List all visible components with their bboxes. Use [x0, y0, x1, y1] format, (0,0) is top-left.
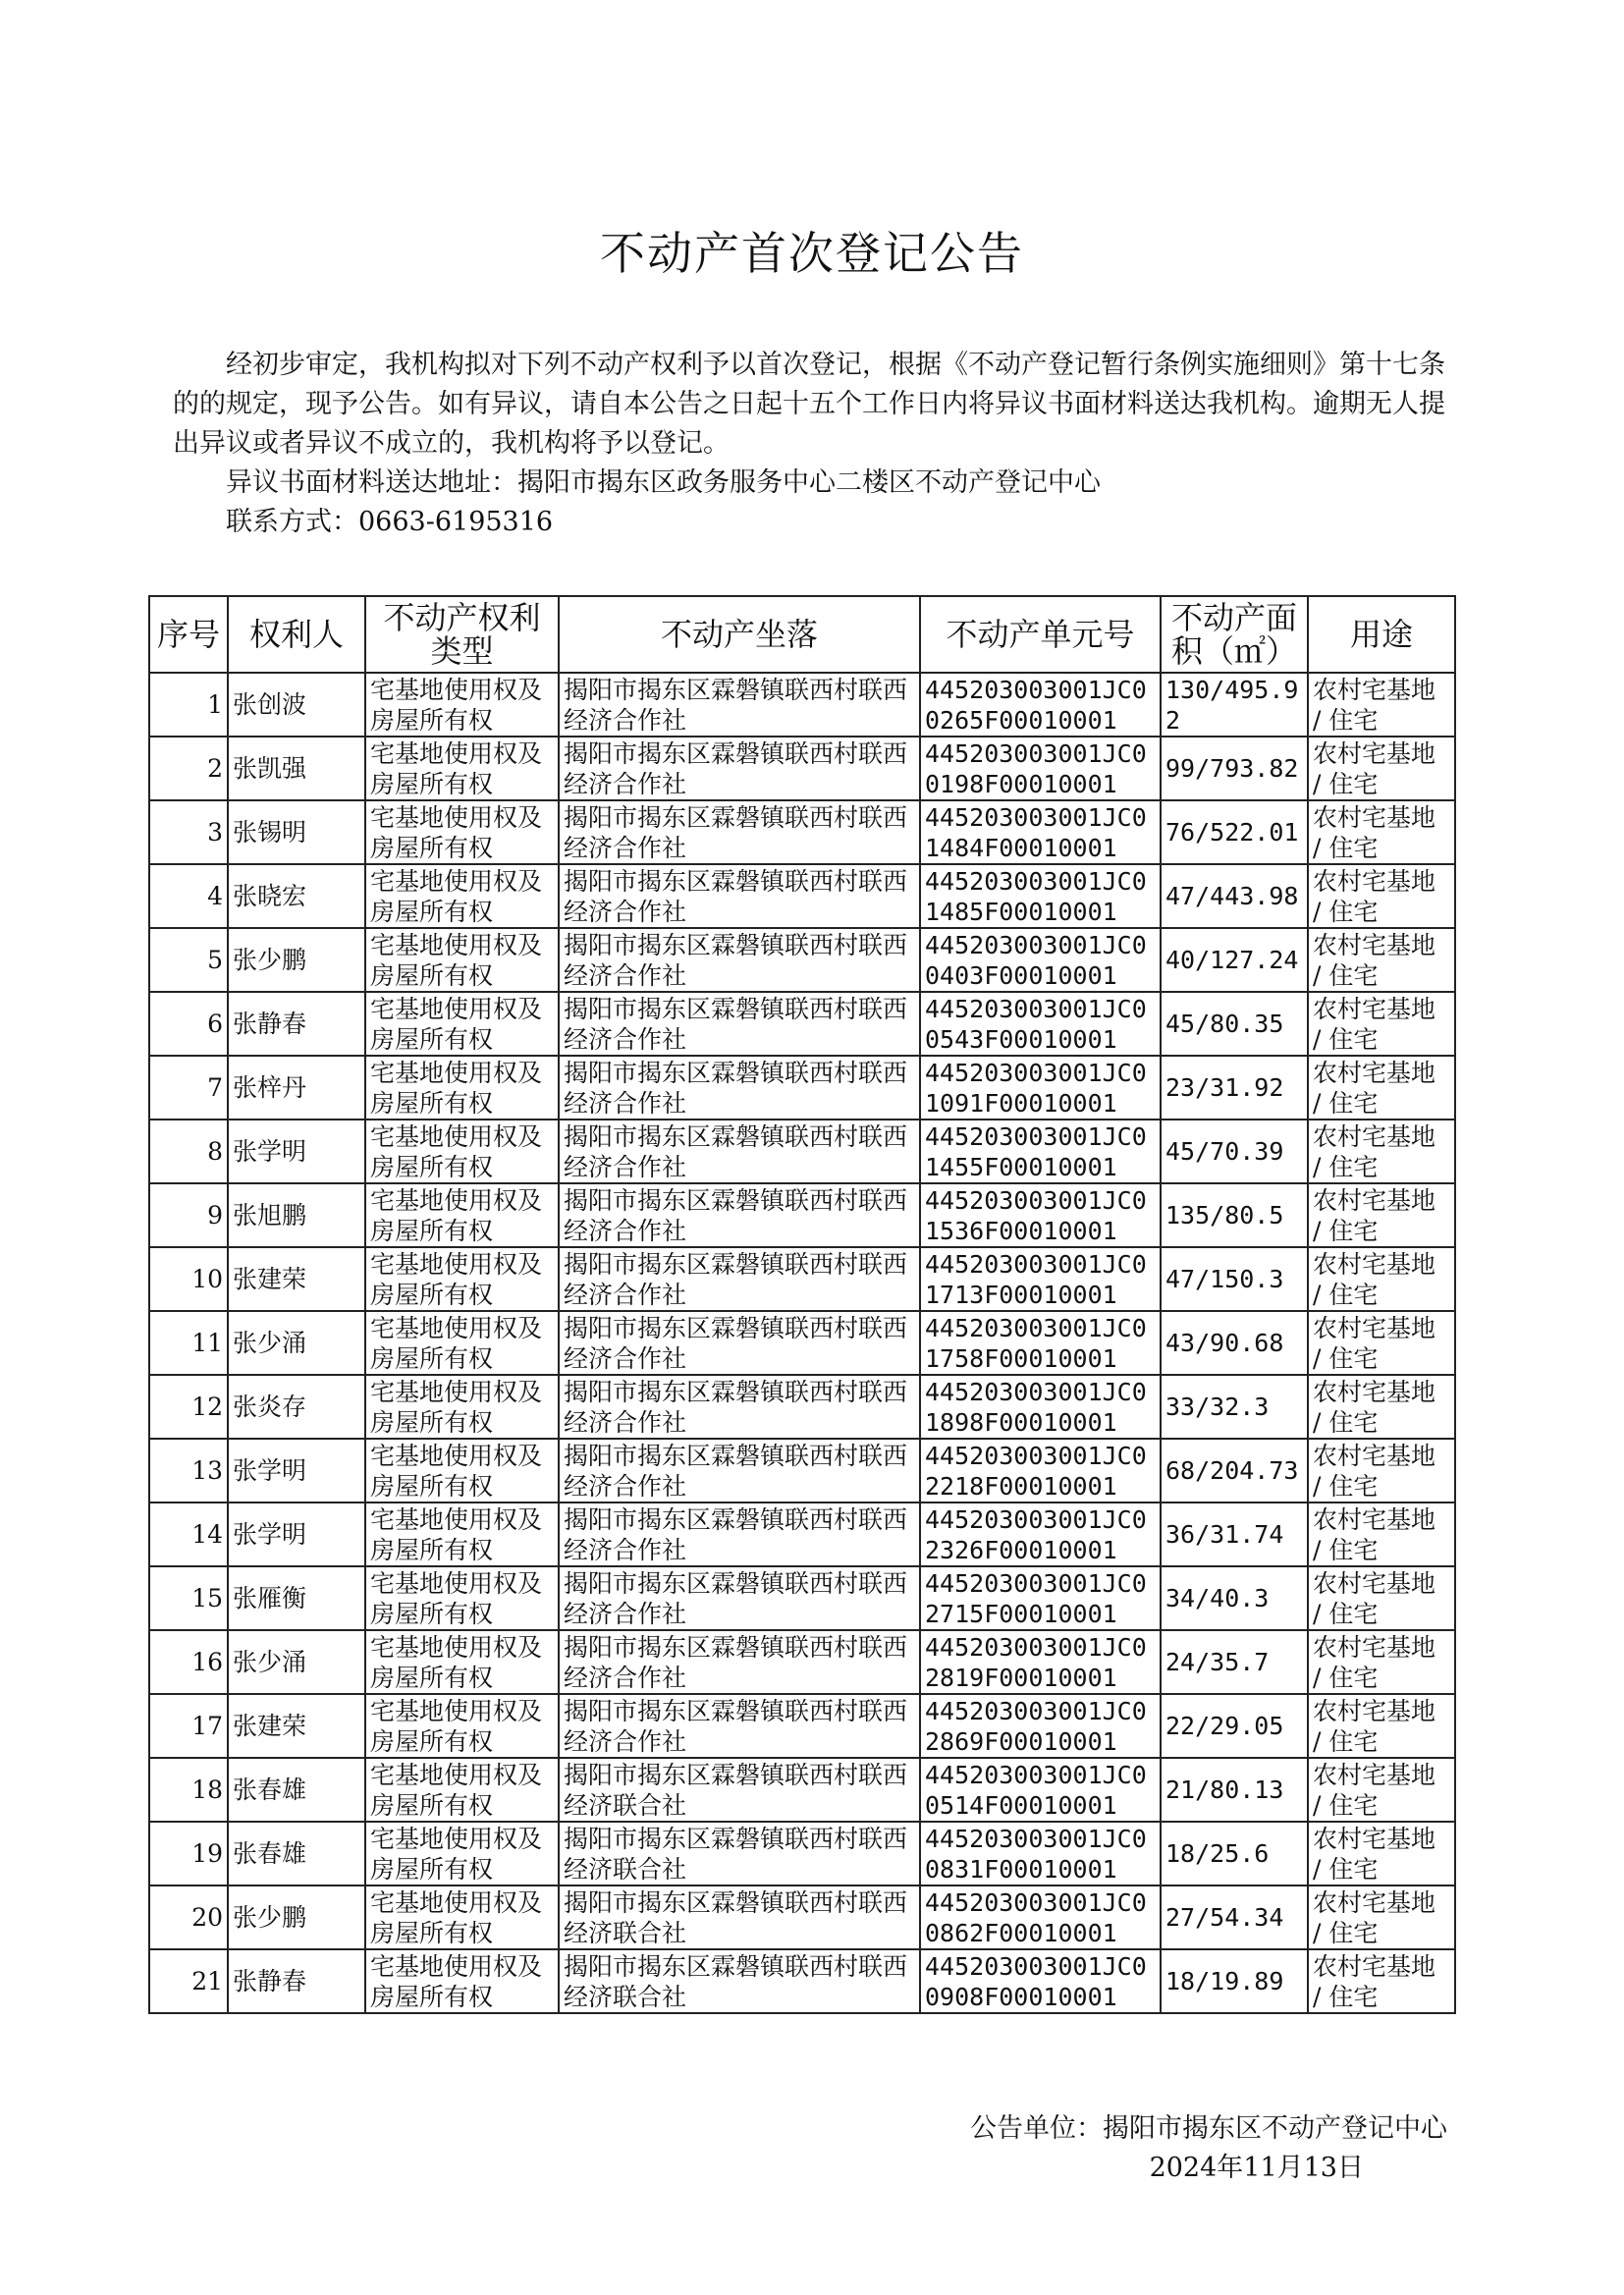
cell-right-type: 宅基地使用权及房屋所有权: [365, 1503, 559, 1566]
cell-location: 揭阳市揭东区霖磐镇联西村联西经济合作社: [559, 1439, 920, 1503]
cell-owner: 张静春: [228, 992, 365, 1056]
intro-paragraph: 经初步审定，我机构拟对下列不动产权利予以首次登记，根据《不动产登记暂行条例实施细则》第十七条的的规定，现予公告。如有异议，请自本公告之日起十五个工作日内将异议书面材料送达我机构。逾期无人提出异议或者异议不成立的，我机构将予以登记。: [173, 350, 1445, 459]
cell-area: 22/29.05: [1161, 1694, 1308, 1758]
cell-area: 18/25.6: [1161, 1822, 1308, 1885]
table-row: [149, 1822, 1455, 1885]
cell-usage: 农村宅基地 / 住宅: [1308, 673, 1455, 737]
cell-owner: 张春雄: [228, 1758, 365, 1822]
cell-area: 45/70.39: [1161, 1120, 1308, 1183]
cell-owner: 张创波: [228, 673, 365, 737]
announcing-unit: 公告单位：揭阳市揭东区不动产登记中心: [970, 2113, 1447, 2144]
table-row: [149, 928, 1455, 992]
cell-right-type: 宅基地使用权及房屋所有权: [365, 1439, 559, 1503]
cell-area: 76/522.01: [1161, 800, 1308, 864]
cell-location: 揭阳市揭东区霖磐镇联西村联西经济合作社: [559, 1120, 920, 1183]
table-row: [149, 800, 1455, 864]
cell-unit-number: 445203003001JC01758F00010001: [920, 1311, 1161, 1375]
cell-location: 揭阳市揭东区霖磐镇联西村联西经济合作社: [559, 1311, 920, 1375]
cell-usage: 农村宅基地 / 住宅: [1308, 1822, 1455, 1885]
cell-area: 47/150.3: [1161, 1247, 1308, 1311]
cell-seq: 19: [149, 1822, 228, 1885]
cell-location: 揭阳市揭东区霖磐镇联西村联西经济合作社: [559, 1056, 920, 1120]
cell-location: 揭阳市揭东区霖磐镇联西村联西经济合作社: [559, 800, 920, 864]
table-row: [149, 1375, 1455, 1439]
cell-location: 揭阳市揭东区霖磐镇联西村联西经济合作社: [559, 1375, 920, 1439]
cell-unit-number: 445203003001JC01898F00010001: [920, 1375, 1161, 1439]
table-row: [149, 1183, 1455, 1247]
header-right-type: 不动产权利类型: [365, 596, 559, 673]
cell-usage: 农村宅基地 / 住宅: [1308, 1247, 1455, 1311]
cell-unit-number: 445203003001JC01455F00010001: [920, 1120, 1161, 1183]
cell-seq: 10: [149, 1247, 228, 1311]
cell-usage: 农村宅基地 / 住宅: [1308, 1694, 1455, 1758]
cell-seq: 21: [149, 1949, 228, 2013]
cell-usage: 农村宅基地 / 住宅: [1308, 1183, 1455, 1247]
cell-unit-number: 445203003001JC00831F00010001: [920, 1822, 1161, 1885]
cell-usage: 农村宅基地 / 住宅: [1308, 1439, 1455, 1503]
cell-location: 揭阳市揭东区霖磐镇联西村联西经济合作社: [559, 1566, 920, 1630]
cell-location: 揭阳市揭东区霖磐镇联西村联西经济合作社: [559, 673, 920, 737]
objection-address: 异议书面材料送达地址：揭阳市揭东区政务服务中心二楼区不动产登记中心: [226, 467, 1101, 498]
cell-area: 47/443.98: [1161, 864, 1308, 928]
cell-owner: 张少涌: [228, 1311, 365, 1375]
cell-area: 18/19.89: [1161, 1949, 1308, 2013]
cell-right-type: 宅基地使用权及房屋所有权: [365, 1949, 559, 2013]
cell-area: 34/40.3: [1161, 1566, 1308, 1630]
cell-location: 揭阳市揭东区霖磐镇联西村联西经济合作社: [559, 1183, 920, 1247]
cell-owner: 张学明: [228, 1503, 365, 1566]
cell-owner: 张凯强: [228, 737, 365, 800]
cell-unit-number: 445203003001JC00862F00010001: [920, 1885, 1161, 1949]
cell-unit-number: 445203003001JC01485F00010001: [920, 864, 1161, 928]
cell-right-type: 宅基地使用权及房屋所有权: [365, 1630, 559, 1694]
cell-location: 揭阳市揭东区霖磐镇联西村联西经济合作社: [559, 992, 920, 1056]
cell-seq: 16: [149, 1630, 228, 1694]
table-row: [149, 1311, 1455, 1375]
cell-right-type: 宅基地使用权及房屋所有权: [365, 1758, 559, 1822]
cell-usage: 农村宅基地 / 住宅: [1308, 1630, 1455, 1694]
cell-area: 130/495.92: [1161, 673, 1308, 737]
cell-area: 27/54.34: [1161, 1885, 1308, 1949]
cell-area: 24/35.7: [1161, 1630, 1308, 1694]
cell-usage: 农村宅基地 / 住宅: [1308, 992, 1455, 1056]
cell-location: 揭阳市揭东区霖磐镇联西村联西经济合作社: [559, 1503, 920, 1566]
cell-location: 揭阳市揭东区霖磐镇联西村联西经济联合社: [559, 1822, 920, 1885]
header-unit-number: 不动产单元号: [920, 596, 1161, 673]
cell-area: 45/80.35: [1161, 992, 1308, 1056]
cell-unit-number: 445203003001JC02326F00010001: [920, 1503, 1161, 1566]
cell-unit-number: 445203003001JC01713F00010001: [920, 1247, 1161, 1311]
cell-area: 135/80.5: [1161, 1183, 1308, 1247]
cell-usage: 农村宅基地 / 住宅: [1308, 928, 1455, 992]
table-row: [149, 1566, 1455, 1630]
header-seq: 序号: [149, 596, 228, 673]
cell-area: 23/31.92: [1161, 1056, 1308, 1120]
cell-usage: 农村宅基地 / 住宅: [1308, 1885, 1455, 1949]
cell-seq: 1: [149, 673, 228, 737]
cell-usage: 农村宅基地 / 住宅: [1308, 1503, 1455, 1566]
cell-unit-number: 445203003001JC00198F00010001: [920, 737, 1161, 800]
cell-right-type: 宅基地使用权及房屋所有权: [365, 928, 559, 992]
cell-location: 揭阳市揭东区霖磐镇联西村联西经济合作社: [559, 1630, 920, 1694]
announcement-date: 2024年11月13日: [1149, 2153, 1364, 2183]
cell-seq: 12: [149, 1375, 228, 1439]
table-row: [149, 673, 1455, 737]
cell-owner: 张少鹏: [228, 1885, 365, 1949]
cell-right-type: 宅基地使用权及房屋所有权: [365, 1183, 559, 1247]
page-title: 不动产首次登记公告: [600, 227, 1024, 280]
cell-usage: 农村宅基地 / 住宅: [1308, 800, 1455, 864]
cell-right-type: 宅基地使用权及房屋所有权: [365, 673, 559, 737]
table-row: [149, 1120, 1455, 1183]
cell-usage: 农村宅基地 / 住宅: [1308, 1056, 1455, 1120]
table-row: [149, 1885, 1455, 1949]
cell-owner: 张建荣: [228, 1247, 365, 1311]
cell-unit-number: 445203003001JC02715F00010001: [920, 1566, 1161, 1630]
cell-unit-number: 445203003001JC02218F00010001: [920, 1439, 1161, 1503]
header-area: 不动产面积（㎡）: [1161, 596, 1308, 673]
cell-seq: 9: [149, 1183, 228, 1247]
cell-seq: 11: [149, 1311, 228, 1375]
cell-location: 揭阳市揭东区霖磐镇联西村联西经济联合社: [559, 1949, 920, 2013]
cell-area: 33/32.3: [1161, 1375, 1308, 1439]
footer: [970, 2109, 1447, 2188]
cell-area: 40/127.24: [1161, 928, 1308, 992]
cell-unit-number: 445203003001JC00908F00010001: [920, 1949, 1161, 2013]
cell-usage: 农村宅基地 / 住宅: [1308, 1949, 1455, 2013]
cell-seq: 18: [149, 1758, 228, 1822]
cell-right-type: 宅基地使用权及房屋所有权: [365, 1694, 559, 1758]
table-row: [149, 1247, 1455, 1311]
header-usage: 用途: [1308, 596, 1455, 673]
table-row: [149, 1439, 1455, 1503]
cell-owner: 张晓宏: [228, 864, 365, 928]
cell-seq: 15: [149, 1566, 228, 1630]
cell-area: 43/90.68: [1161, 1311, 1308, 1375]
cell-unit-number: 445203003001JC01536F00010001: [920, 1183, 1161, 1247]
cell-unit-number: 445203003001JC02869F00010001: [920, 1694, 1161, 1758]
cell-seq: 4: [149, 864, 228, 928]
table-row: [149, 1694, 1455, 1758]
cell-seq: 8: [149, 1120, 228, 1183]
cell-right-type: 宅基地使用权及房屋所有权: [365, 800, 559, 864]
registration-table: [148, 595, 1456, 2014]
cell-seq: 6: [149, 992, 228, 1056]
cell-owner: 张建荣: [228, 1694, 365, 1758]
table-row: [149, 1630, 1455, 1694]
contact-info: 联系方式：0663-6195316: [226, 507, 554, 537]
cell-usage: 农村宅基地 / 住宅: [1308, 1120, 1455, 1183]
table-row: [149, 737, 1455, 800]
cell-area: 21/80.13: [1161, 1758, 1308, 1822]
cell-location: 揭阳市揭东区霖磐镇联西村联西经济合作社: [559, 1694, 920, 1758]
cell-unit-number: 445203003001JC00403F00010001: [920, 928, 1161, 992]
cell-usage: 农村宅基地 / 住宅: [1308, 1375, 1455, 1439]
cell-right-type: 宅基地使用权及房屋所有权: [365, 1375, 559, 1439]
cell-right-type: 宅基地使用权及房屋所有权: [365, 1822, 559, 1885]
header-location: 不动产坐落: [559, 596, 920, 673]
cell-right-type: 宅基地使用权及房屋所有权: [365, 864, 559, 928]
table-row: [149, 1503, 1455, 1566]
cell-right-type: 宅基地使用权及房屋所有权: [365, 737, 559, 800]
cell-location: 揭阳市揭东区霖磐镇联西村联西经济联合社: [559, 1758, 920, 1822]
cell-owner: 张炎存: [228, 1375, 365, 1439]
cell-area: 68/204.73: [1161, 1439, 1308, 1503]
table-row: [149, 864, 1455, 928]
cell-usage: 农村宅基地 / 住宅: [1308, 1566, 1455, 1630]
cell-usage: 农村宅基地 / 住宅: [1308, 1311, 1455, 1375]
cell-right-type: 宅基地使用权及房屋所有权: [365, 1566, 559, 1630]
cell-seq: 20: [149, 1885, 228, 1949]
cell-location: 揭阳市揭东区霖磐镇联西村联西经济合作社: [559, 928, 920, 992]
cell-location: 揭阳市揭东区霖磐镇联西村联西经济合作社: [559, 737, 920, 800]
cell-unit-number: 445203003001JC02819F00010001: [920, 1630, 1161, 1694]
cell-unit-number: 445203003001JC01091F00010001: [920, 1056, 1161, 1120]
table-header-row: [149, 596, 1455, 673]
table-row: [149, 1949, 1455, 2013]
cell-right-type: 宅基地使用权及房屋所有权: [365, 1120, 559, 1183]
cell-seq: 7: [149, 1056, 228, 1120]
cell-owner: 张春雄: [228, 1822, 365, 1885]
cell-right-type: 宅基地使用权及房屋所有权: [365, 1885, 559, 1949]
cell-seq: 14: [149, 1503, 228, 1566]
cell-owner: 张梓丹: [228, 1056, 365, 1120]
cell-area: 99/793.82: [1161, 737, 1308, 800]
table-row: [149, 992, 1455, 1056]
cell-usage: 农村宅基地 / 住宅: [1308, 1758, 1455, 1822]
cell-owner: 张静春: [228, 1949, 365, 2013]
cell-location: 揭阳市揭东区霖磐镇联西村联西经济联合社: [559, 1885, 920, 1949]
cell-location: 揭阳市揭东区霖磐镇联西村联西经济合作社: [559, 864, 920, 928]
intro-section: [173, 346, 1469, 542]
cell-seq: 17: [149, 1694, 228, 1758]
cell-owner: 张锡明: [228, 800, 365, 864]
cell-usage: 农村宅基地 / 住宅: [1308, 864, 1455, 928]
cell-unit-number: 445203003001JC01484F00010001: [920, 800, 1161, 864]
cell-seq: 3: [149, 800, 228, 864]
cell-owner: 张少涌: [228, 1630, 365, 1694]
table-row: [149, 1056, 1455, 1120]
cell-owner: 张雁衡: [228, 1566, 365, 1630]
cell-unit-number: 445203003001JC00543F00010001: [920, 992, 1161, 1056]
header-owner: 权利人: [228, 596, 365, 673]
cell-usage: 农村宅基地 / 住宅: [1308, 737, 1455, 800]
cell-owner: 张学明: [228, 1439, 365, 1503]
cell-right-type: 宅基地使用权及房屋所有权: [365, 1311, 559, 1375]
cell-right-type: 宅基地使用权及房屋所有权: [365, 1247, 559, 1311]
cell-right-type: 宅基地使用权及房屋所有权: [365, 1056, 559, 1120]
cell-owner: 张少鹏: [228, 928, 365, 992]
cell-owner: 张旭鹏: [228, 1183, 365, 1247]
cell-location: 揭阳市揭东区霖磐镇联西村联西经济合作社: [559, 1247, 920, 1311]
cell-right-type: 宅基地使用权及房屋所有权: [365, 992, 559, 1056]
cell-seq: 2: [149, 737, 228, 800]
cell-area: 36/31.74: [1161, 1503, 1308, 1566]
cell-seq: 13: [149, 1439, 228, 1503]
cell-unit-number: 445203003001JC00514F00010001: [920, 1758, 1161, 1822]
cell-unit-number: 445203003001JC00265F00010001: [920, 673, 1161, 737]
cell-owner: 张学明: [228, 1120, 365, 1183]
cell-seq: 5: [149, 928, 228, 992]
table-body: [149, 673, 1455, 2013]
table-row: [149, 1758, 1455, 1822]
